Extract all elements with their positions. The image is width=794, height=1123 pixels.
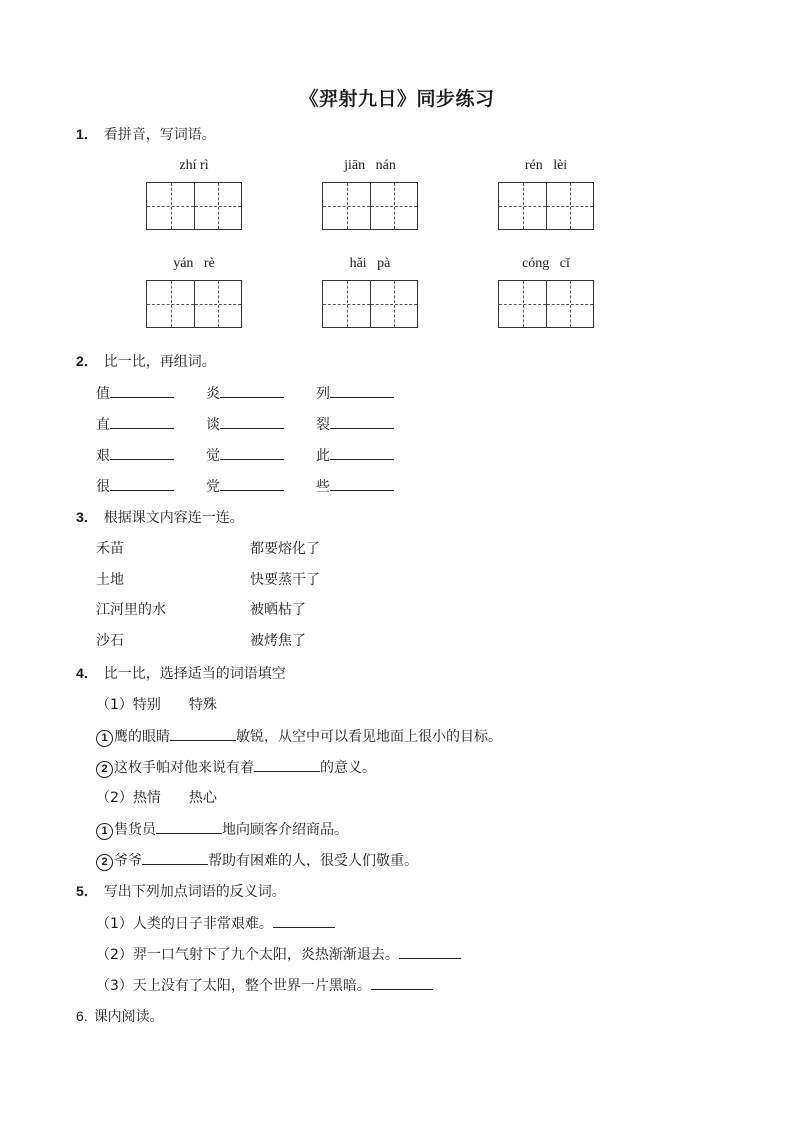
antonym-sentence: （1）人类的日子非常艰难。 bbox=[96, 916, 273, 932]
match-left-item[interactable]: 江河里的水 bbox=[96, 602, 166, 618]
question-text: 看拼音，写词语。 bbox=[103, 127, 216, 143]
compare-char: 列 bbox=[316, 386, 330, 402]
antonym-item bbox=[96, 943, 461, 964]
circled-number-2: 2 bbox=[96, 854, 113, 871]
question-text: 课内阅读。 bbox=[93, 1009, 164, 1025]
compare-char: 谈 bbox=[206, 417, 220, 433]
compare-item bbox=[316, 475, 394, 496]
pinyin-label: rén lèi bbox=[524, 158, 568, 173]
word-group-2: （2）热情 热心 bbox=[96, 790, 217, 806]
pinyin-label: yán rè bbox=[173, 256, 215, 271]
answer-blank[interactable] bbox=[220, 382, 284, 398]
question-5-heading bbox=[76, 881, 286, 901]
answer-blank[interactable] bbox=[110, 475, 174, 491]
question-number: 3． bbox=[76, 509, 98, 525]
sentence-part: 售货员 bbox=[114, 822, 156, 838]
sentence-part: 爷爷 bbox=[114, 853, 142, 869]
question-text: 根据课文内容连一连。 bbox=[103, 510, 244, 526]
compare-item bbox=[96, 475, 174, 496]
answer-blank[interactable] bbox=[273, 912, 335, 928]
question-number: 6. bbox=[76, 1008, 88, 1024]
question-number: 1． bbox=[76, 126, 98, 142]
compare-item bbox=[206, 382, 284, 403]
answer-blank[interactable] bbox=[330, 444, 394, 460]
antonym-sentence: （2）羿一口气射下了九个太阳，炎热渐渐退去。 bbox=[96, 947, 399, 963]
pinyin-label: hǎi pà bbox=[349, 256, 391, 271]
question-6-heading bbox=[76, 1006, 164, 1026]
sentence-part: 这枚手帕对他来说有着 bbox=[114, 760, 254, 776]
compare-item bbox=[316, 382, 394, 403]
answer-blank[interactable] bbox=[330, 475, 394, 491]
answer-blank[interactable] bbox=[110, 413, 174, 429]
question-number: 2． bbox=[76, 353, 98, 369]
compare-item bbox=[96, 382, 174, 403]
compare-char: 值 bbox=[96, 386, 110, 402]
fill-sentence bbox=[96, 725, 502, 747]
circled-number-1: 1 bbox=[96, 823, 113, 840]
fill-sentence bbox=[96, 756, 376, 778]
compare-item bbox=[206, 475, 284, 496]
match-left-item[interactable]: 沙石 bbox=[96, 633, 124, 649]
compare-item bbox=[316, 444, 394, 465]
answer-blank[interactable] bbox=[220, 444, 284, 460]
answer-blank[interactable] bbox=[220, 475, 284, 491]
compare-char: 直 bbox=[96, 417, 110, 433]
fill-sentence bbox=[96, 818, 348, 840]
match-right-item[interactable]: 都要熔化了 bbox=[250, 541, 320, 557]
question-text: 比一比，再组词。 bbox=[103, 354, 216, 370]
answer-blank[interactable] bbox=[254, 756, 320, 772]
tianzige-grid[interactable] bbox=[146, 182, 242, 230]
compare-char: 觉 bbox=[206, 448, 220, 464]
answer-blank[interactable] bbox=[371, 974, 433, 990]
compare-char: 很 bbox=[96, 479, 110, 495]
question-number: 4． bbox=[76, 665, 98, 681]
page-title: 《羿射九日》同步练习 bbox=[299, 88, 495, 110]
tianzige-grid[interactable] bbox=[498, 280, 594, 328]
fill-sentence bbox=[96, 849, 418, 871]
compare-item bbox=[96, 413, 174, 434]
tianzige-grid[interactable] bbox=[146, 280, 242, 328]
answer-blank[interactable] bbox=[170, 725, 236, 741]
answer-blank[interactable] bbox=[399, 943, 461, 959]
circled-number-2: 2 bbox=[96, 761, 113, 778]
antonym-item bbox=[96, 912, 335, 933]
antonym-sentence: （3）天上没有了太阳，整个世界一片黑暗。 bbox=[96, 978, 371, 994]
question-4-heading bbox=[76, 663, 286, 683]
answer-blank[interactable] bbox=[330, 413, 394, 429]
sentence-part: 的意义。 bbox=[320, 760, 376, 776]
question-3-heading bbox=[76, 507, 244, 527]
answer-blank[interactable] bbox=[142, 849, 208, 865]
tianzige-grid[interactable] bbox=[322, 280, 418, 328]
question-text: 写出下列加点词语的反义词。 bbox=[103, 884, 286, 900]
tianzige-grid[interactable] bbox=[498, 182, 594, 230]
compare-char: 炎 bbox=[206, 386, 220, 402]
compare-char: 裂 bbox=[316, 417, 330, 433]
word-group-1: （1）特别 特殊 bbox=[96, 697, 217, 713]
circled-number-1: 1 bbox=[96, 730, 113, 747]
sentence-part: 帮助有困难的人，很受人们敬重。 bbox=[208, 853, 418, 869]
match-left-item[interactable]: 土地 bbox=[96, 572, 124, 588]
answer-blank[interactable] bbox=[220, 413, 284, 429]
compare-item bbox=[206, 444, 284, 465]
answer-blank[interactable] bbox=[156, 818, 222, 834]
question-2-heading bbox=[76, 351, 216, 371]
compare-char: 此 bbox=[316, 448, 330, 464]
compare-item bbox=[206, 413, 284, 434]
question-number: 5． bbox=[76, 883, 98, 899]
pinyin-label: cóng cǐ bbox=[522, 256, 570, 271]
answer-blank[interactable] bbox=[330, 382, 394, 398]
sentence-part: 敏锐，从空中可以看见地面上很小的目标。 bbox=[236, 729, 502, 745]
sentence-part: 地向顾客介绍商品。 bbox=[222, 822, 348, 838]
question-1-heading bbox=[76, 124, 216, 144]
sentence-part: 鹰的眼睛 bbox=[114, 729, 170, 745]
answer-blank[interactable] bbox=[110, 382, 174, 398]
answer-blank[interactable] bbox=[110, 444, 174, 460]
match-right-item[interactable]: 快要蒸干了 bbox=[250, 572, 320, 588]
match-right-item[interactable]: 被烤焦了 bbox=[250, 633, 306, 649]
pinyin-label: zhí rì bbox=[179, 158, 209, 173]
match-left-item[interactable]: 禾苗 bbox=[96, 541, 124, 557]
compare-char: 党 bbox=[206, 479, 220, 495]
antonym-item bbox=[96, 974, 433, 995]
tianzige-grid[interactable] bbox=[322, 182, 418, 230]
compare-item bbox=[316, 413, 394, 434]
compare-item bbox=[96, 444, 174, 465]
question-text: 比一比，选择适当的词语填空 bbox=[103, 666, 286, 682]
match-right-item[interactable]: 被晒枯了 bbox=[250, 602, 306, 618]
compare-char: 艰 bbox=[96, 448, 110, 464]
compare-char: 些 bbox=[316, 479, 330, 495]
pinyin-label: jiān nán bbox=[344, 158, 396, 173]
